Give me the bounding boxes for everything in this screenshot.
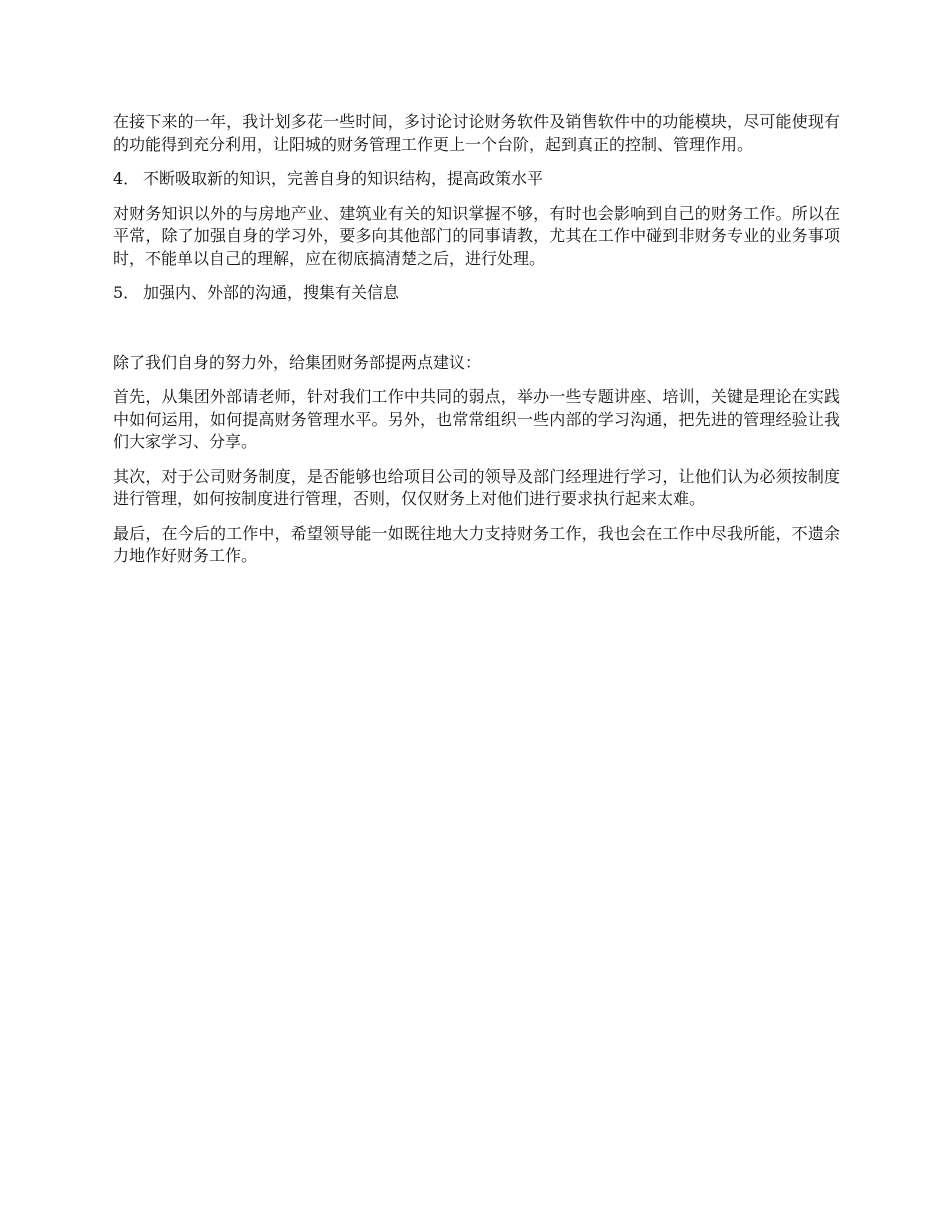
heading-item-5 — [113, 282, 840, 305]
heading-number: 5． — [113, 283, 140, 302]
paragraph-knowledge: 对财务知识以外的与房地产业、建筑业有关的知识掌握不够，有时也会影响到自己的财务工作。所以在平常，除了加强自身的学习外，要多向其他部门的同事请教，尤其在工作中碰到非财务专业的业务事项时，不能单以自己的理解，应在彻底搞清楚之后，进行处理。 — [113, 203, 840, 268]
heading-text: 不断吸取新的知识，完善自身的知识结构，提高政策水平 — [143, 169, 544, 188]
blank-line — [113, 317, 840, 352]
paragraph-closing: 最后，在今后的工作中，希望领导能一如既往地大力支持财务工作，我也会在工作中尽我所能，不遗余力地作好财务工作。 — [113, 523, 840, 565]
paragraph-suggestions-intro: 除了我们自身的努力外，给集团财务部提两点建议： — [113, 352, 482, 372]
paragraph-plan-next-year: 在接下来的一年，我计划多花一些时间，多讨论讨论财务软件及销售软件中的功能模块，尽可能使现有的功能得到充分利用，让阳城的财务管理工作更上一个台阶，起到真正的控制、管理作用。 — [113, 112, 840, 154]
heading-number: 4． — [113, 169, 140, 188]
paragraph-suggestion-first: 首先，从集团外部请老师，针对我们工作中共同的弱点，举办一些专题讲座、培训，关键是理论在实践中如何运用，如何提高财务管理水平。另外，也常常组织一些内部的学习沟通，把先进的管理经验让我们大家学习、分享。 — [113, 387, 840, 451]
document-page — [113, 111, 840, 580]
heading-text: 加强内、外部的沟通，搜集有关信息 — [143, 283, 400, 302]
paragraph-suggestion-second: 其次，对于公司财务制度，是否能够也给项目公司的领导及部门经理进行学习，让他们认为必须按制度进行管理，如何按制度进行管理，否则，仅仅财务上对他们进行要求执行起来太难。 — [113, 466, 840, 508]
heading-item-4 — [113, 168, 840, 191]
